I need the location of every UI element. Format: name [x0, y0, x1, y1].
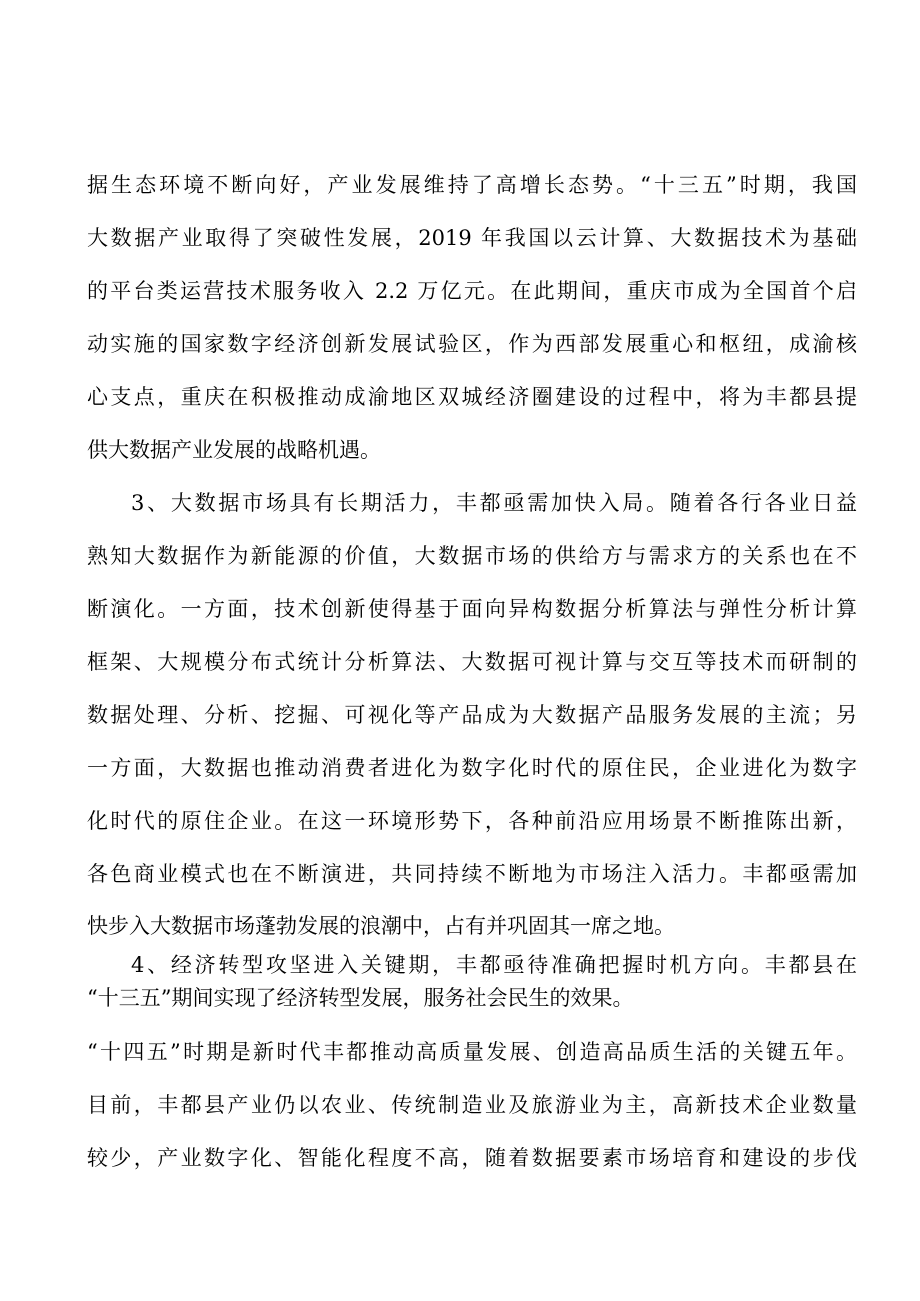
paragraph-1-line-5: 心支点，重庆在积极推动成渝地区双城经济圈建设的过程中，将为丰都县提 [87, 385, 857, 409]
paragraph-4-line-1: “十四五”时期是新时代丰都推动高质量发展、创造高品质生活的关键五年。 [87, 1040, 857, 1064]
paragraph-2-line-5: 数据处理、分析、挖掘、可视化等产品成为大数据产品服务发展的主流；另 [87, 703, 857, 727]
paragraph-2-line-4: 框架、大规模分布式统计分析算法、大数据可视计算与交互等技术而研制的 [87, 650, 857, 674]
paragraph-4-line-2: 目前，丰都县产业仍以农业、传统制造业及旅游业为主，高新技术企业数量 [87, 1093, 857, 1117]
paragraph-2-line-6: 一方面，大数据也推动消费者进化为数字化时代的原住民，企业进化为数字 [87, 756, 857, 780]
paragraph-1-line-4: 动实施的国家数字经济创新发展试验区，作为西部发展重心和枢纽，成渝核 [87, 332, 857, 356]
paragraph-1-line-1: 据生态环境不断向好，产业发展维持了高增长态势。“十三五”时期，我国 [87, 173, 857, 197]
paragraph-1-line-3: 的平台类运营技术服务收入 2.2 万亿元。在此期间，重庆市成为全国首个启 [87, 279, 857, 303]
paragraph-1-line-2: 大数据产业取得了突破性发展，2019 年我国以云计算、大数据技术为基础 [87, 226, 857, 250]
paragraph-2-line-3: 断演化。一方面，技术创新使得基于面向异构数据分析算法与弹性分析计算 [87, 597, 857, 621]
paragraph-4-line-3: 较少，产业数字化、智能化程度不高，随着数据要素市场培育和建设的步伐 [87, 1146, 857, 1170]
paragraph-1-line-6: 供大数据产业发展的战略机遇。 [87, 438, 381, 462]
paragraph-3-line-1: 4、经济转型攻坚进入关键期，丰都亟待准确把握时机方向。丰都县在 [131, 953, 857, 977]
paragraph-2-line-8: 各色商业模式也在不断演进，共同持续不断地为市场注入活力。丰都亟需加 [87, 862, 857, 886]
paragraph-2-line-1: 3、大数据市场具有长期活力，丰都亟需加快入局。随着各行各业日益 [131, 491, 857, 515]
paragraph-2-line-7: 化时代的原住企业。在这一环境形势下，各种前沿应用场景不断推陈出新， [87, 809, 857, 833]
paragraph-3-line-2: “十三五”期间实现了经济转型发展，服务社会民生的效果。 [87, 986, 634, 1010]
paragraph-2-line-2: 熟知大数据作为新能源的价值，大数据市场的供给方与需求方的关系也在不 [87, 544, 857, 568]
paragraph-2-line-9: 快步入大数据市场蓬勃发展的浪潮中，占有并巩固其一席之地。 [87, 914, 675, 938]
